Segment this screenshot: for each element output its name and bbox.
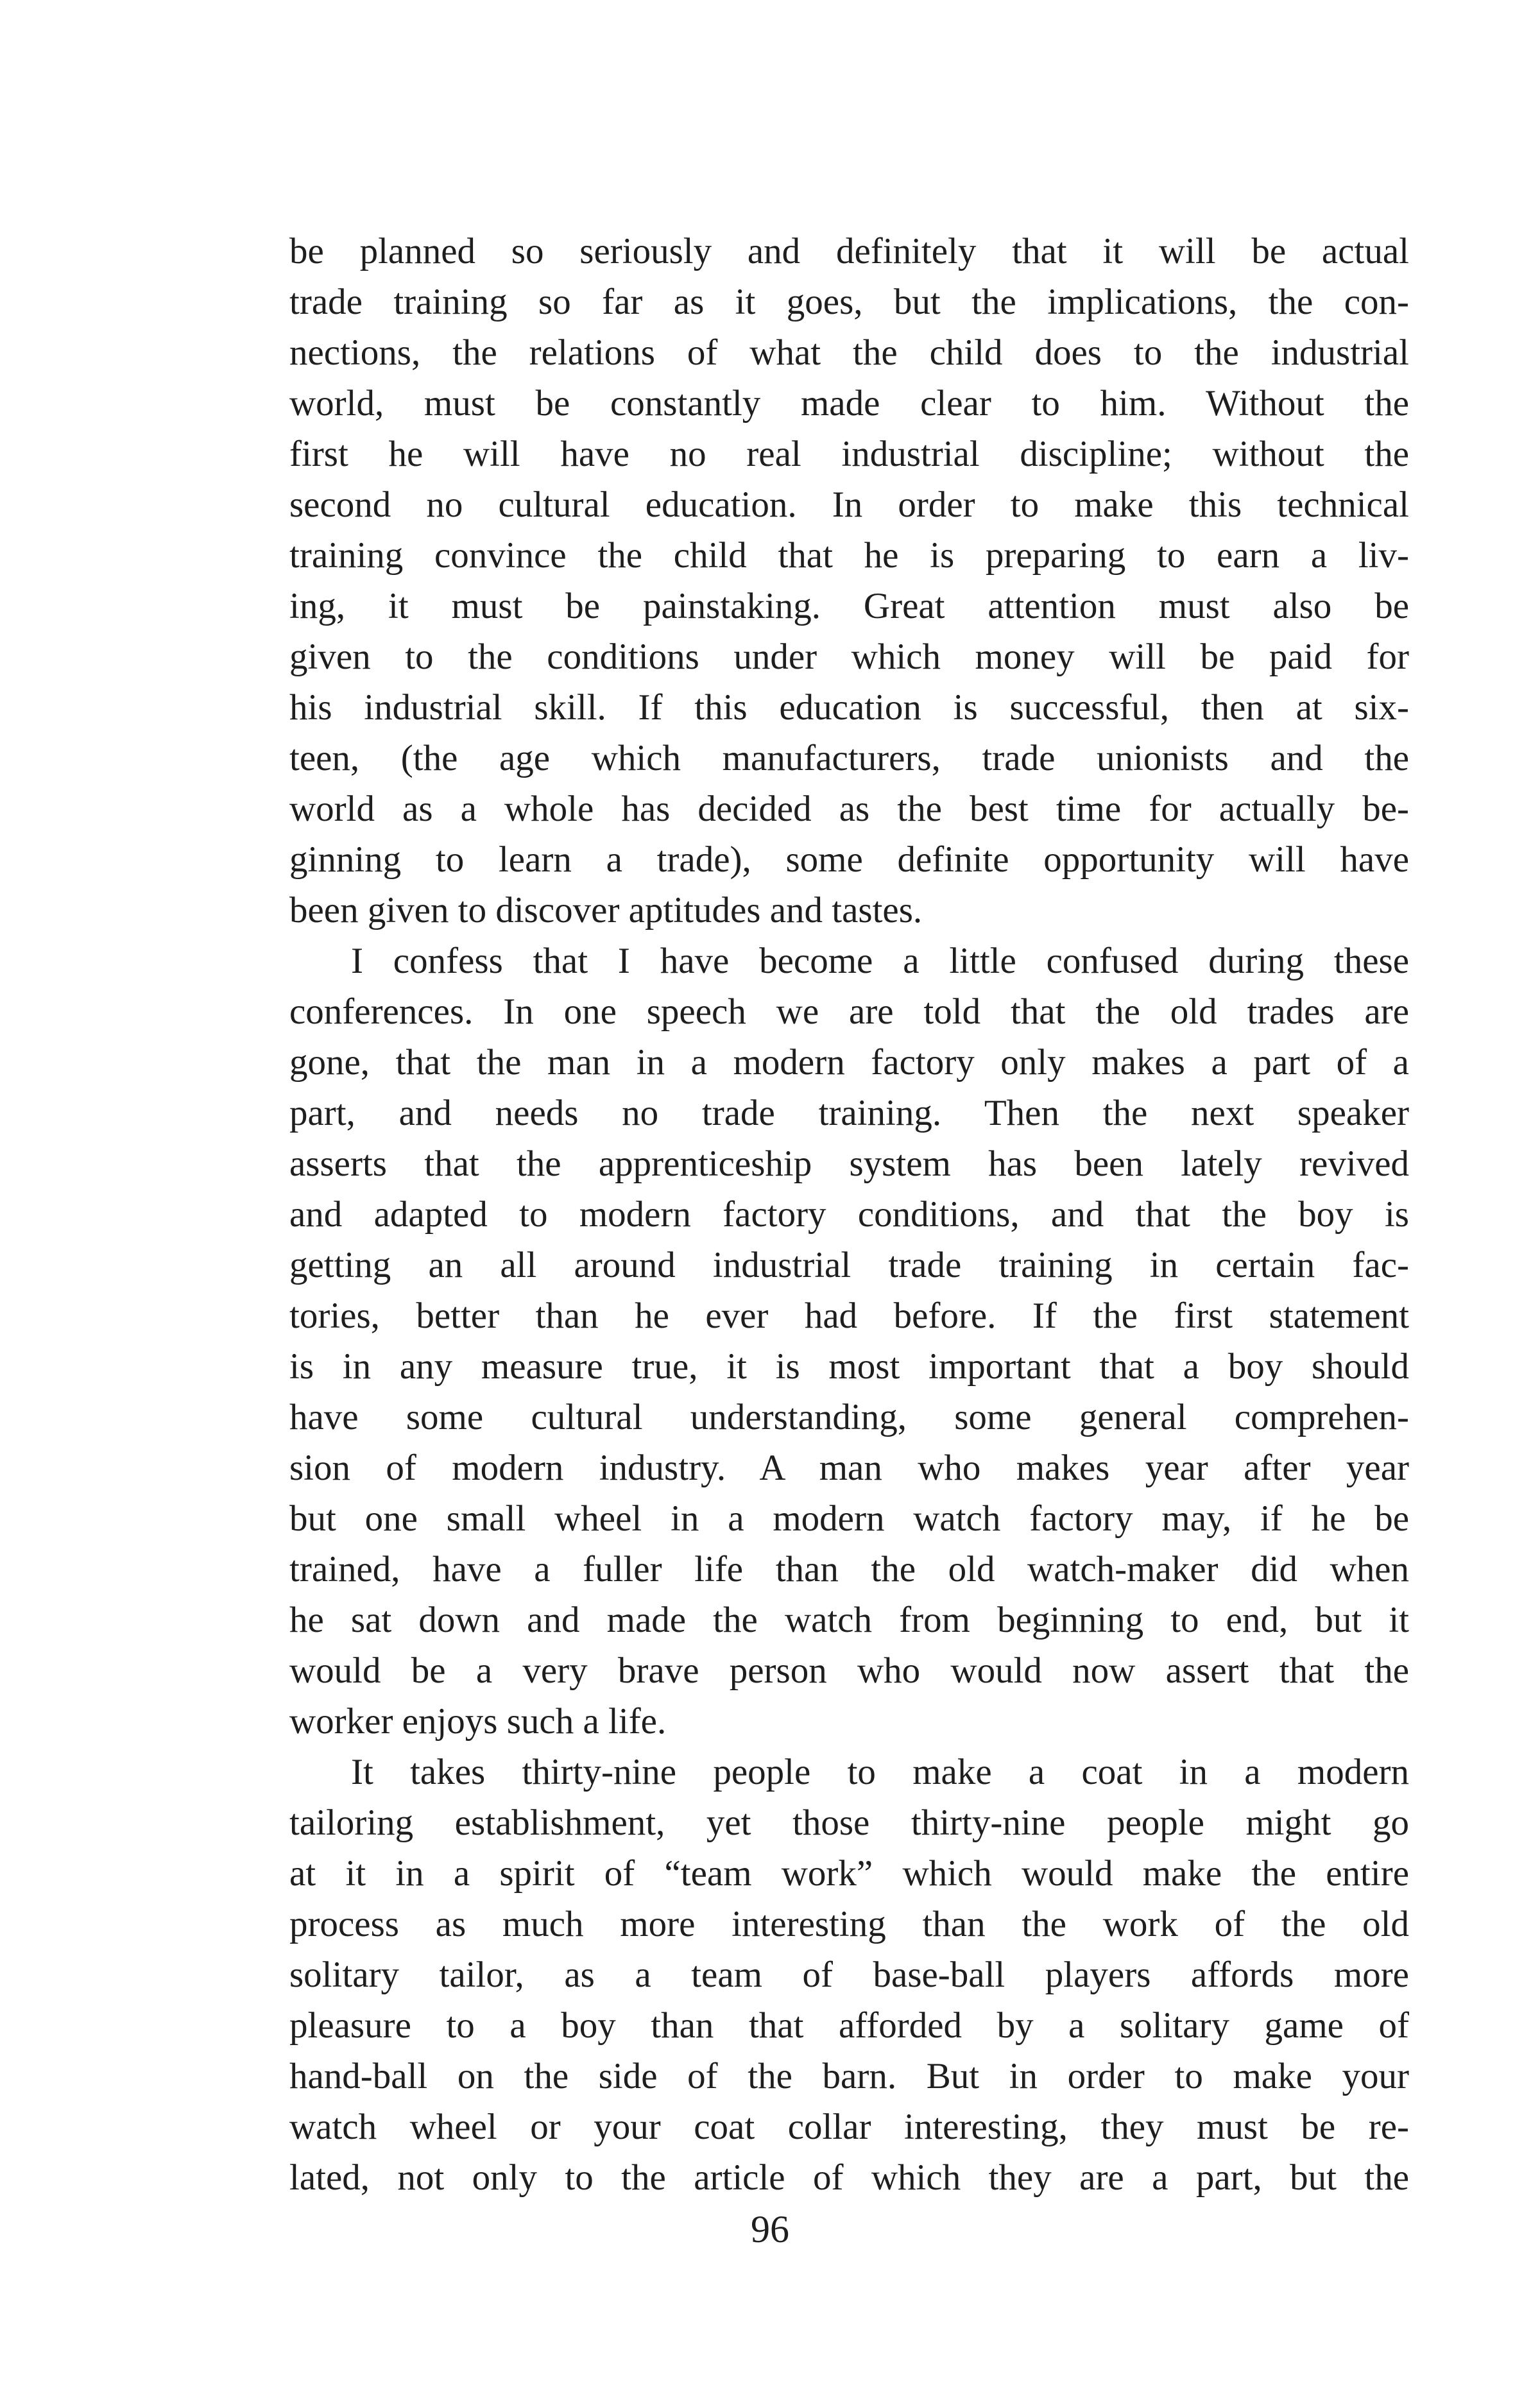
text-line: watch wheel or your coat collar interesting, they must be re- [289, 2107, 1409, 2147]
text-line: but one small wheel in a modern watch factory may, if he be [289, 1498, 1409, 1539]
text-line: hand-ball on the side of the barn. But in order to make your [289, 2056, 1409, 2096]
body-text [289, 226, 1409, 2203]
text-line: ginning to learn a trade), some definite opportunity will have [289, 839, 1409, 880]
text-line: world, must be constantly made clear to him. Without the [289, 383, 1409, 424]
text-line: tories, better than he ever had before. If the first statement [289, 1296, 1409, 1336]
text-line: getting an all around industrial trade training in certain fac- [289, 1245, 1409, 1285]
text-line: process as much more interesting than the work of the old [289, 1904, 1409, 1944]
text-line: world as a whole has decided as the best time for actually be- [289, 789, 1409, 829]
paragraph [289, 1747, 1409, 2203]
text-line: worker enjoys such a life. [289, 1701, 667, 1742]
text-line: lated, not only to the article of which they are a part, but the [289, 2157, 1409, 2198]
text-line: trade training so far as it goes, but the implications, the con- [289, 282, 1409, 322]
paragraph [289, 226, 1409, 936]
text-line: training convince the child that he is preparing to earn a liv- [289, 535, 1409, 576]
text-line: given to the conditions under which money will be paid for [289, 637, 1409, 677]
text-line: have some cultural understanding, some general comprehen- [289, 1397, 1409, 1437]
text-line: asserts that the apprenticeship system has been lately revived [289, 1143, 1409, 1184]
text-line: teen, (the age which manufacturers, trade unionists and the [289, 738, 1409, 778]
text-line: be planned so seriously and definitely that it will be actual [289, 231, 1409, 271]
text-line: It takes thirty-nine people to make a coat in a modern [351, 1752, 1409, 1792]
text-line: pleasure to a boy than that afforded by a solitary game of [289, 2005, 1409, 2046]
paragraph [289, 936, 1409, 1747]
text-line: solitary tailor, as a team of base-ball players affords more [289, 1955, 1409, 1995]
text-line: his industrial skill. If this education is successful, then at six- [289, 687, 1409, 728]
text-line: sion of modern industry. A man who makes year after year [289, 1448, 1409, 1488]
text-line: he sat down and made the watch from beginning to end, but it [289, 1600, 1409, 1640]
text-line: ing, it must be painstaking. Great attention must also be [289, 586, 1409, 626]
text-line: nections, the relations of what the child does to the industrial [289, 332, 1409, 373]
text-line: conferences. In one speech we are told that the old trades are [289, 991, 1409, 1032]
text-line: first he will have no real industrial discipline; without the [289, 434, 1409, 474]
text-line: part, and needs no trade training. Then the next speaker [289, 1093, 1409, 1133]
text-line: gone, that the man in a modern factory only makes a part of a [289, 1042, 1409, 1083]
text-line: tailoring establishment, yet those thirty-nine people might go [289, 1803, 1409, 1843]
text-line: second no cultural education. In order to make this technical [289, 484, 1409, 525]
text-line: I confess that I have become a little confused during these [351, 941, 1409, 981]
text-line: trained, have a fuller life than the old watch-maker did when [289, 1549, 1409, 1589]
text-line: been given to discover aptitudes and tastes. [289, 890, 923, 930]
text-line: is in any measure true, it is most important that a boy should [289, 1346, 1409, 1387]
text-line: and adapted to modern factory conditions, and that the boy is [289, 1194, 1409, 1235]
text-line: at it in a spirit of “team work” which would make the entire [289, 1853, 1409, 1894]
page-number: 96 [751, 2208, 789, 2250]
text-line: would be a very brave person who would now assert that the [289, 1650, 1409, 1691]
